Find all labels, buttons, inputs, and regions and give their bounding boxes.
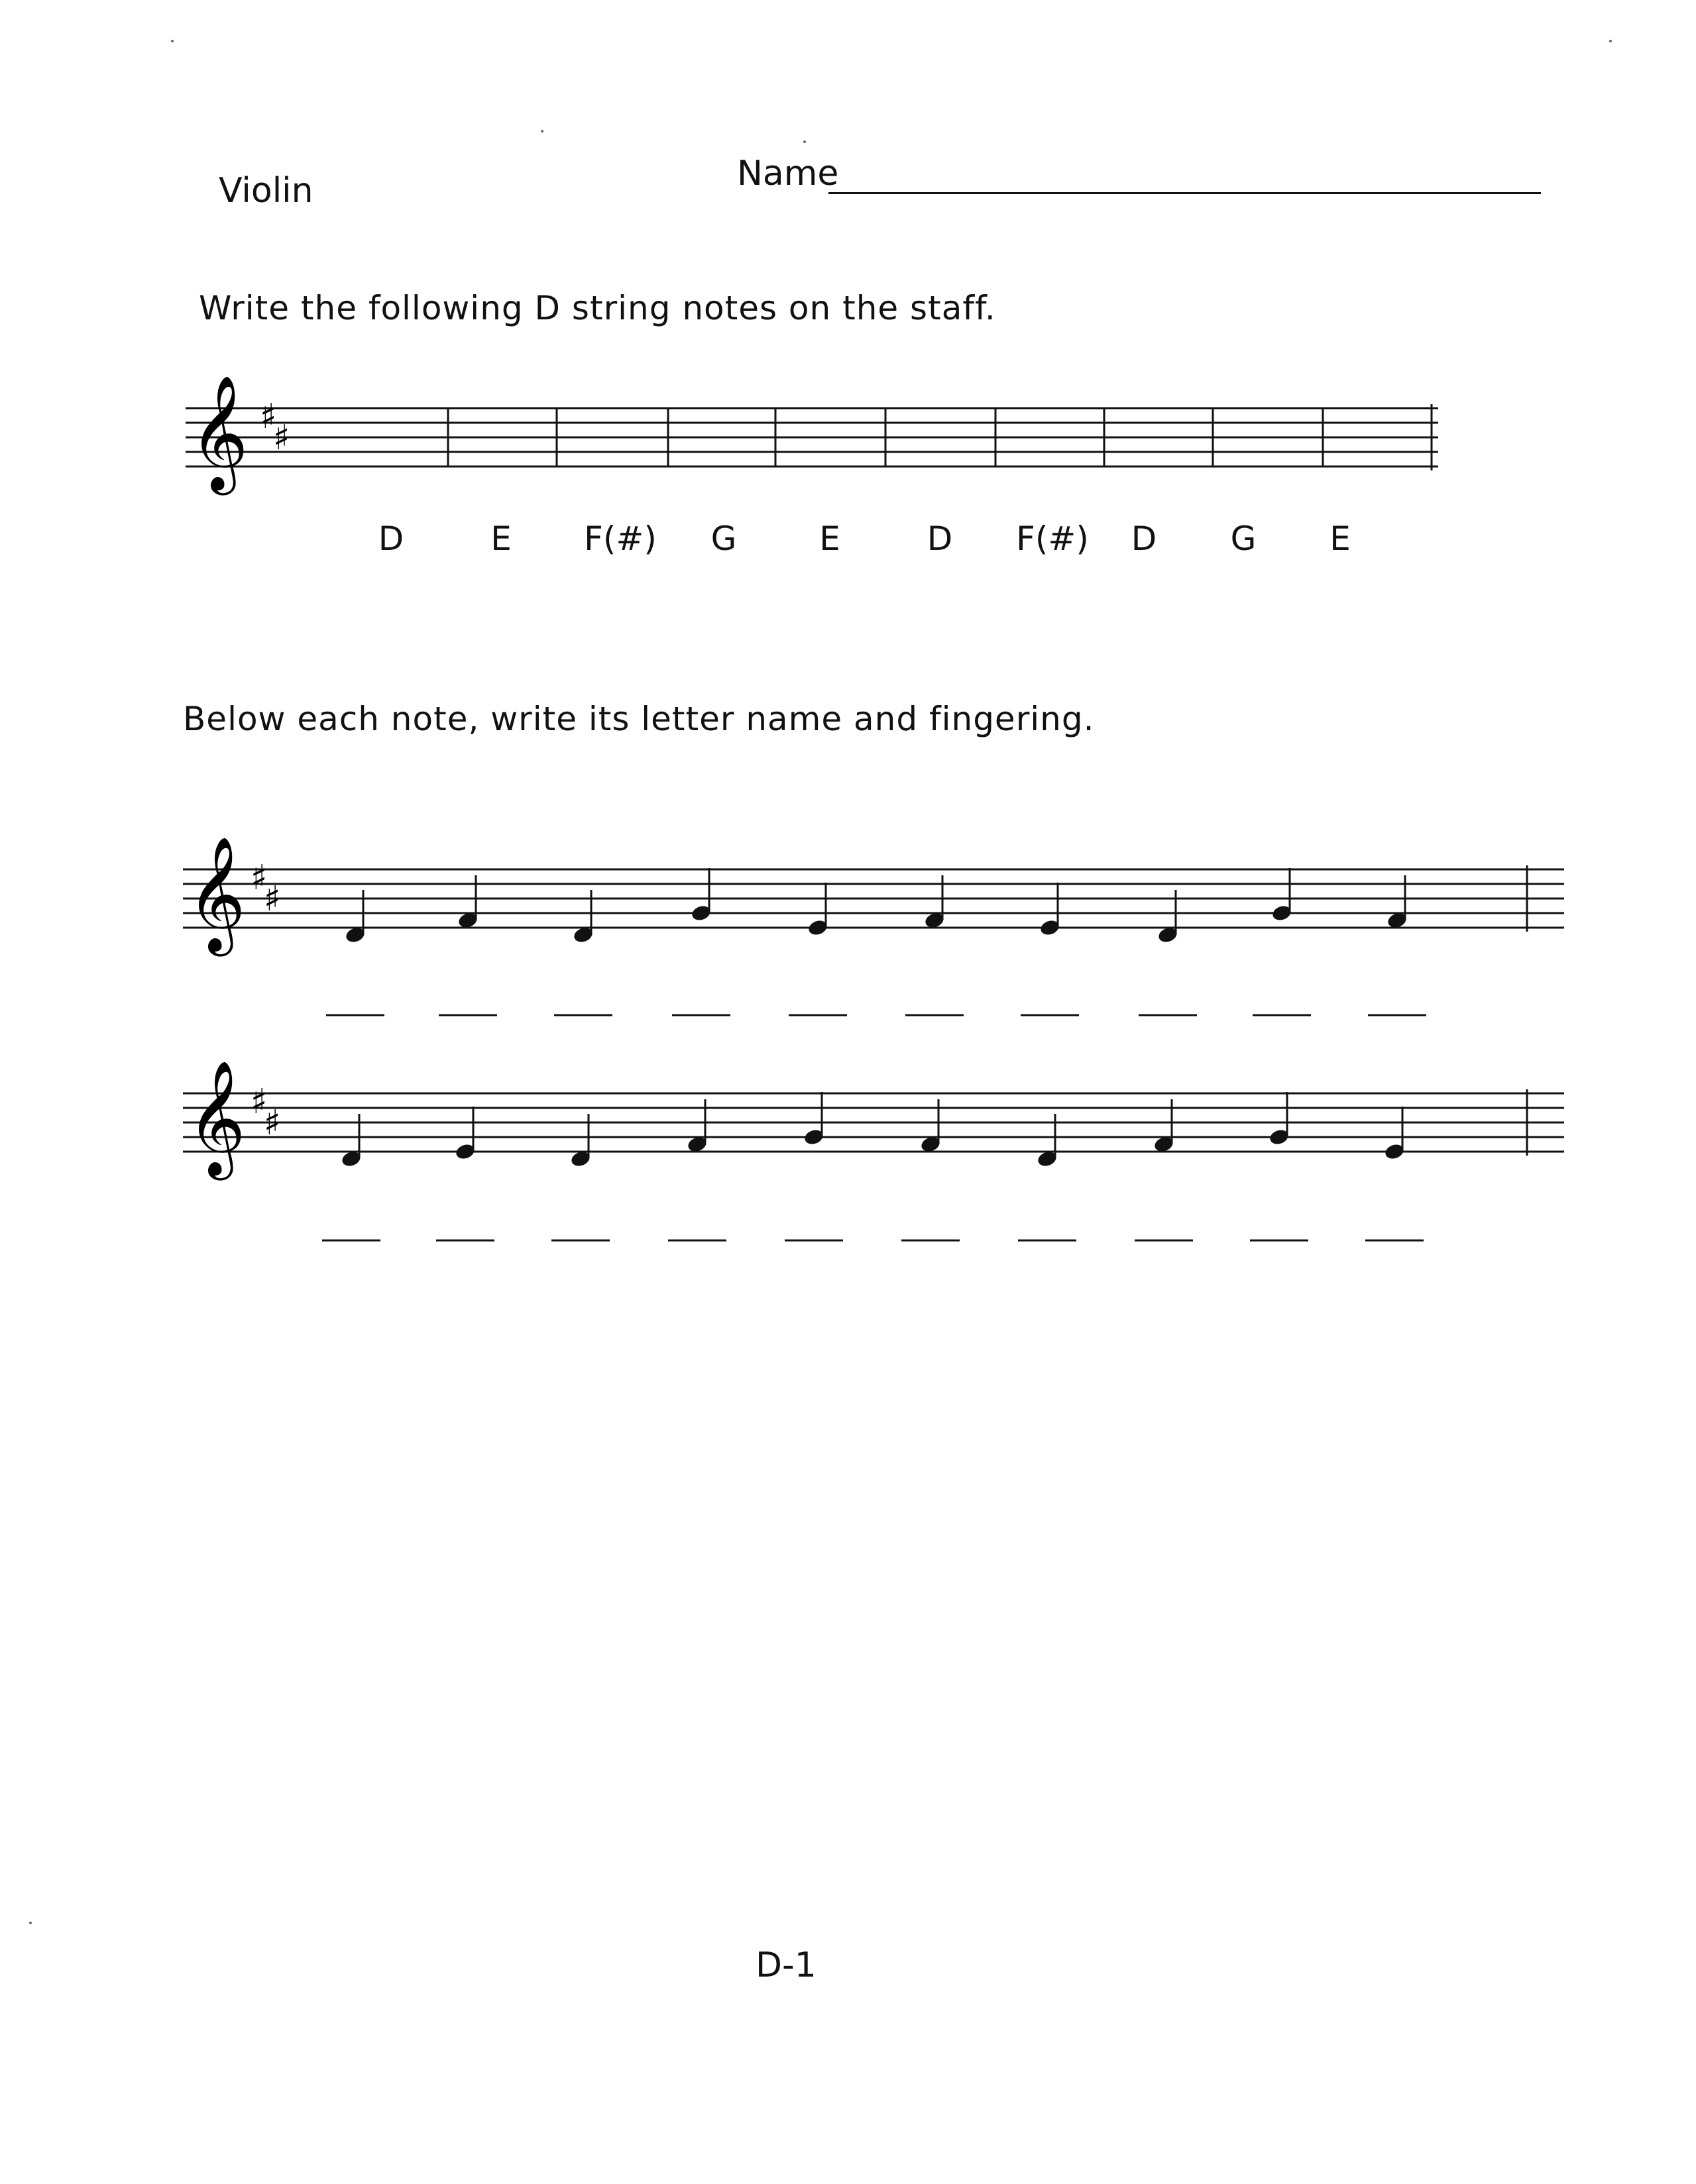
key-signature-icon — [251, 858, 280, 919]
svg-text:♯: ♯ — [251, 1082, 268, 1122]
quarter-note — [1039, 883, 1060, 937]
key-signature-icon — [260, 397, 290, 458]
svg-text:♯: ♯ — [273, 418, 290, 458]
staff-exercise1[interactable] — [0, 375, 1696, 490]
svg-text:♯: ♯ — [264, 1103, 281, 1143]
quarter-note — [690, 868, 712, 922]
scan-speck — [1609, 40, 1612, 42]
name-label: Name — [737, 154, 839, 193]
note-name-6: D — [927, 519, 953, 558]
svg-text:♯: ♯ — [260, 397, 277, 437]
svg-text:♯: ♯ — [251, 858, 268, 898]
note-name-1: D — [378, 519, 404, 558]
quarter-note — [807, 883, 828, 937]
staff-lines — [183, 869, 1564, 928]
scan-speck — [29, 1922, 32, 1924]
instrument-label: Violin — [219, 171, 313, 211]
svg-text:♯: ♯ — [264, 879, 281, 919]
quarter-note — [1383, 1107, 1405, 1161]
key-signature-icon — [251, 1082, 280, 1143]
treble-clef-icon: 𝄞 — [187, 836, 246, 952]
scan-speck — [803, 140, 806, 143]
treble-clef-icon: 𝄞 — [187, 1060, 246, 1175]
note-name-2: E — [490, 519, 512, 558]
scan-speck — [171, 40, 174, 42]
note-name-5: E — [819, 519, 840, 558]
note-name-8: D — [1131, 519, 1157, 558]
quarter-note — [1271, 868, 1292, 922]
quarter-note — [1268, 1092, 1290, 1146]
quarter-note — [803, 1092, 824, 1146]
scan-speck — [541, 130, 543, 133]
staff-lines — [183, 1093, 1564, 1152]
staff-lines — [186, 408, 1438, 466]
staff-exercise2-a — [0, 835, 1696, 1034]
staff-exercise2-b — [0, 1059, 1696, 1258]
page-number: D-1 — [756, 1945, 817, 1985]
note-name-9: G — [1230, 519, 1257, 558]
note-name-3: F(#) — [584, 519, 657, 558]
exercise2-instruction: Below each note, write its letter name and fingering. — [183, 700, 1095, 738]
note-name-10: E — [1329, 519, 1351, 558]
notes — [344, 868, 1408, 944]
name-input-line[interactable] — [828, 192, 1541, 194]
quarter-note — [454, 1107, 476, 1161]
exercise1-instruction: Write the following D string notes on the staff. — [199, 289, 996, 327]
note-name-4: G — [710, 519, 737, 558]
notes — [340, 1092, 1405, 1168]
note-name-7: F(#) — [1016, 519, 1089, 558]
treble-clef-icon: 𝄞 — [190, 375, 249, 490]
